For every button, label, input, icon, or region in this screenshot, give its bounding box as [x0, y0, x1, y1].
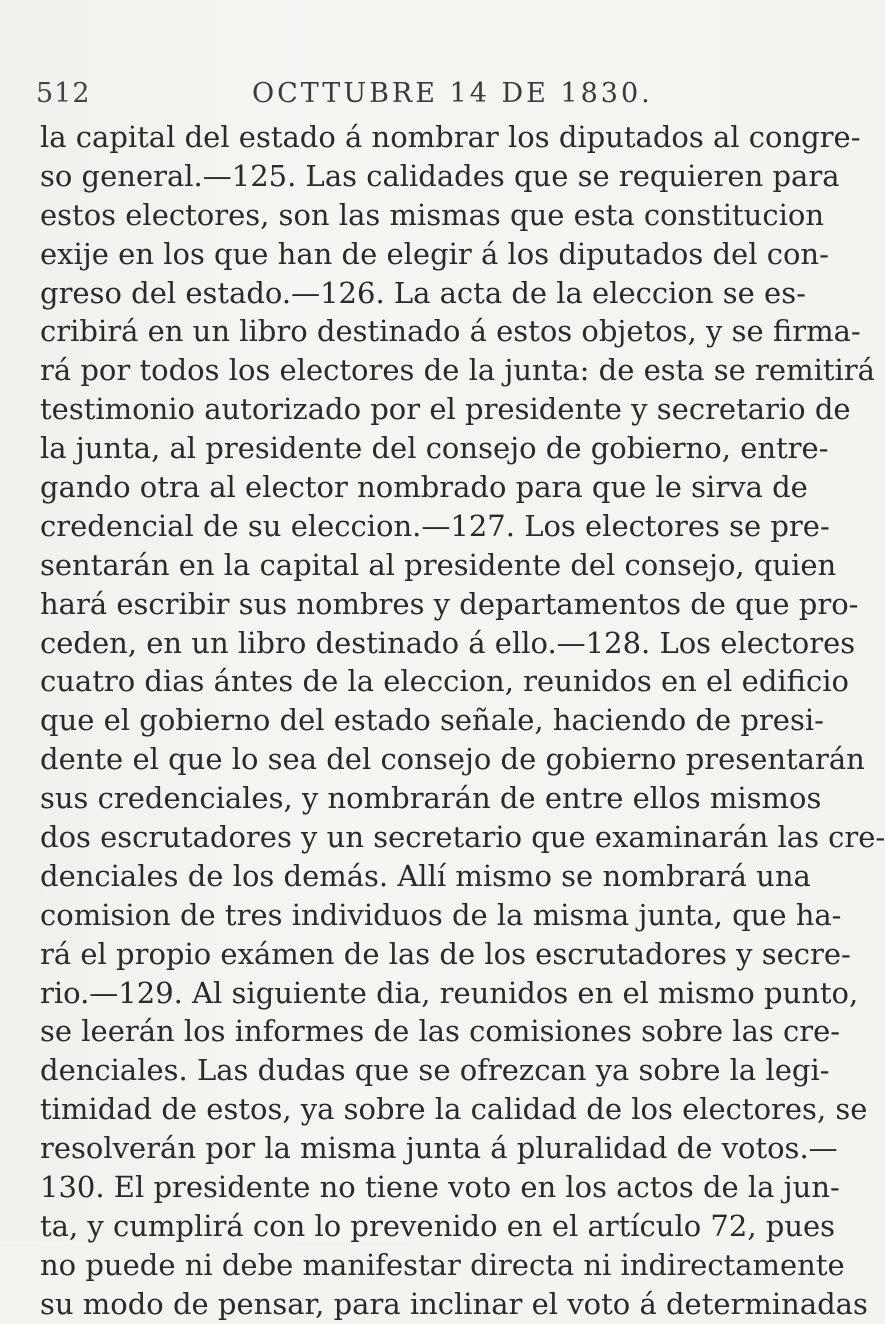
- text-line: cuatro dias ántes de la eleccion, reunidos en el edificio: [40, 664, 849, 699]
- text-line: sus credenciales, y nombrarán de entre ellos mismos: [40, 781, 822, 816]
- text-line: credencial de su eleccion.—127. Los electores se pre-: [40, 508, 830, 543]
- text-line: hará escribir sus nombres y departamentos de que pro-: [40, 586, 859, 621]
- text-line: la capital del estado á nombrar los diputados al congre-: [40, 120, 861, 154]
- text-line: sentarán en la capital al presidente del consejo, quien: [40, 547, 837, 582]
- text-line: exije en los que han de elegir á los diputados del con-: [40, 236, 829, 271]
- text-line: rio.—129. Al siguiente dia, reunidos en el mismo punto,: [40, 975, 859, 1010]
- body-text: [40, 118, 885, 1324]
- text-line: resolverán por la misma junta á pluralidad de votos.—: [40, 1131, 838, 1166]
- text-line: 130. El presidente no tiene voto en los actos de la jun-: [40, 1170, 840, 1205]
- text-line: se leerán los informes de las comisiones sobre las cre-: [40, 1014, 841, 1049]
- text-line: timidad de estos, ya sobre la calidad de los electores, se: [40, 1092, 868, 1127]
- page-number: 512: [36, 78, 91, 109]
- text-line: dos escrutadores y un secretario que examinarán las cre-: [40, 820, 885, 855]
- text-line: ceden, en un libro destinado á ello.—128. Los electores: [40, 625, 856, 660]
- text-line: la junta, al presidente del consejo de gobierno, entre-: [40, 431, 829, 466]
- text-line: denciales. Las dudas que se ofrezcan ya sobre la legi-: [40, 1053, 830, 1088]
- running-head: OCTTUBRE 14 DE 1830.: [252, 78, 653, 109]
- text-line: no puede ni debe manifestar directa ni indirectamente: [40, 1247, 845, 1282]
- text-line: dente el que lo sea del consejo de gobierno presentarán: [40, 742, 865, 777]
- text-line: so general.—125. Las calidades que se requieren para: [40, 158, 840, 193]
- text-line: cribirá en un libro destinado á estos objetos, y se firma-: [40, 314, 861, 349]
- text-line: rá por todos los electores de la junta: de esta se remitirá: [40, 353, 875, 388]
- text-line: greso del estado.—126. La acta de la eleccion se es-: [40, 275, 806, 310]
- text-line: que el gobierno del estado señale, haciendo de presi-: [40, 703, 824, 738]
- text-line: gando otra al elector nombrado para que le sirva de: [40, 470, 808, 505]
- text-line: rá el propio exámen de las de los escrutadores y secre-: [40, 936, 851, 971]
- text-line: ta, y cumplirá con lo prevenido en el artículo 72, pues: [40, 1208, 836, 1243]
- text-line: testimonio autorizado por el presidente y secretario de: [40, 392, 851, 427]
- text-line: comision de tres individuos de la misma junta, que ha-: [40, 897, 842, 932]
- text-line: denciales de los demás. Allí mismo se nombrará una: [40, 858, 811, 893]
- page-header: [0, 78, 801, 118]
- text-line: su modo de pensar, para inclinar el voto á determinadas: [40, 1286, 868, 1321]
- text-line: estos electores, son las mismas que esta constitucion: [40, 197, 825, 232]
